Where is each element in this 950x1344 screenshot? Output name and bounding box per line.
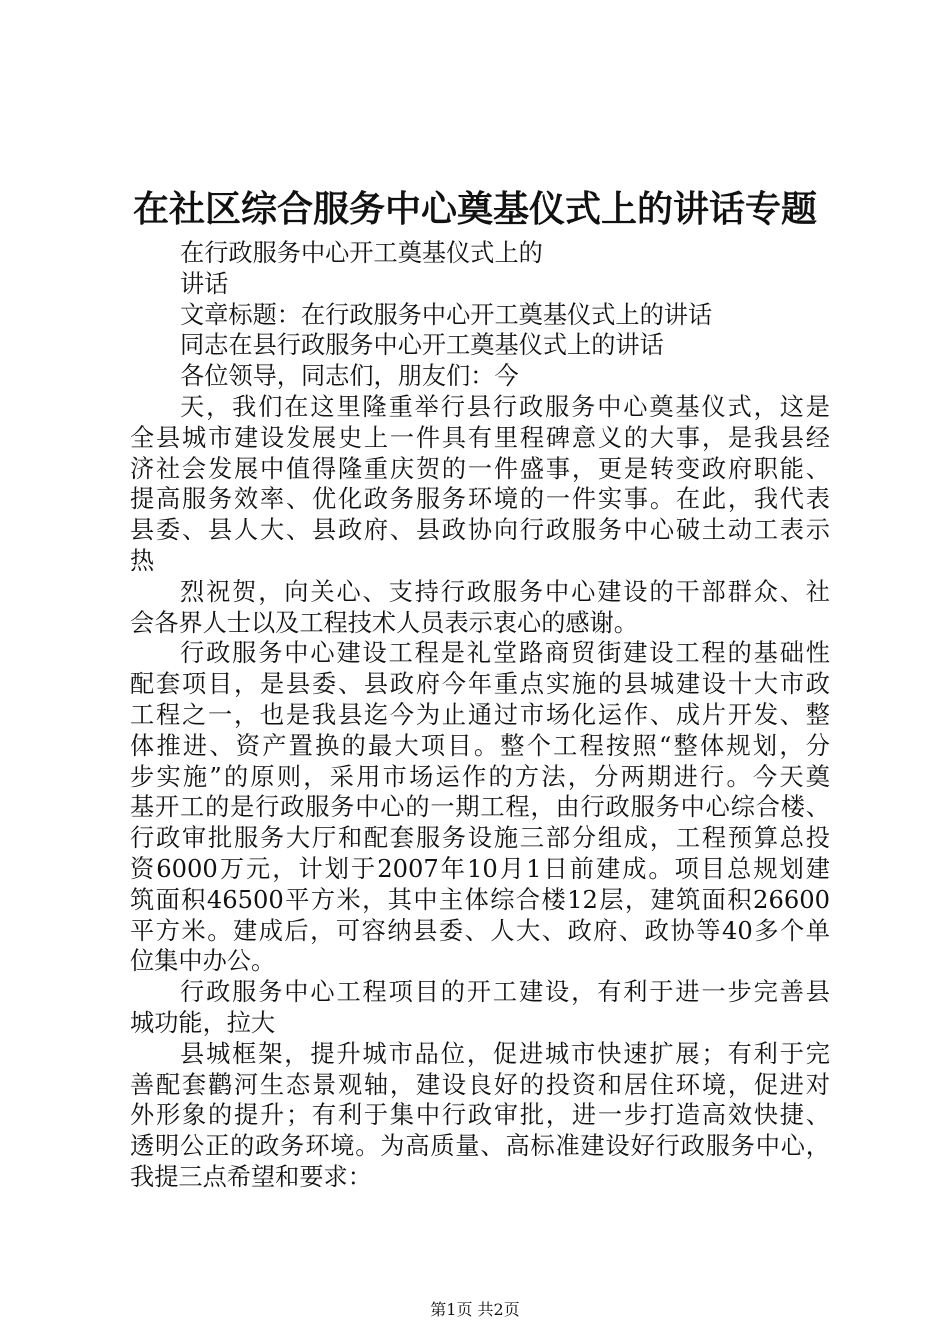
body-line: 行政审批服务大厅和配套服务设施三部分组成，工程预算总投 bbox=[130, 824, 830, 853]
body-line: 各位领导，同志们，朋友们：今 bbox=[180, 362, 519, 391]
body-line: 讲话 bbox=[180, 269, 229, 298]
body-line: 烈祝贺，向关心、支持行政服务中心建设的干部群众、社 bbox=[180, 577, 830, 606]
body-line: 天，我们在这里隆重举行县行政服务中心奠基仪式，这是 bbox=[180, 392, 830, 421]
body-line: 平方米。建成后，可容纳县委、人大、政府、政协等40多个单 bbox=[130, 916, 830, 945]
body-line: 工程之一，也是我县迄今为止通过市场化运作、成片开发、整 bbox=[130, 700, 830, 729]
body-line: 县委、县人大、县政府、县政协向行政服务中心破土动工表示 bbox=[130, 516, 830, 545]
body-line: 济社会发展中值得隆重庆贺的一件盛事，更是转变政府职能、 bbox=[130, 454, 830, 483]
body-line: 城功能，拉大 bbox=[130, 1008, 276, 1037]
body-line: 会各界人士以及工程技术人员表示衷心的感谢。 bbox=[130, 608, 638, 637]
body-line: 体推进、资产置换的最大项目。整个工程按照“整体规划，分 bbox=[130, 731, 830, 760]
body-line: 善配套鹳河生态景观轴，建设良好的投资和居住环境，促进对 bbox=[130, 1070, 830, 1099]
body-line: 在行政服务中心开工奠基仪式上的 bbox=[180, 239, 543, 267]
body-line: 文章标题：在行政服务中心开工奠基仪式上的讲话 bbox=[180, 300, 713, 329]
body-line: 行政服务中心建设工程是礼堂路商贸街建设工程的基础性 bbox=[180, 639, 830, 668]
body-line: 行政服务中心工程项目的开工建设，有利于进一步完善县 bbox=[180, 978, 830, 1007]
body-line: 透明公正的政务环境。为高质量、高标准建设好行政服务中心， bbox=[130, 1132, 830, 1161]
body-line: 同志在县行政服务中心开工奠基仪式上的讲话 bbox=[180, 331, 664, 360]
body-line: 位集中办公。 bbox=[130, 947, 276, 976]
document-title: 在社区综合服务中心奠基仪式上的讲话专题 bbox=[132, 188, 817, 230]
body-line: 资6000万元，计划于2007年10月1日前建成。项目总规划建 bbox=[130, 854, 830, 883]
body-line: 配套项目，是县委、县政府今年重点实施的县城建设十大市政 bbox=[130, 670, 830, 699]
body-line: 提高服务效率、优化政务服务环境的一件实事。在此，我代表 bbox=[130, 485, 830, 514]
body-line: 热 bbox=[130, 546, 155, 575]
body-line: 筑面积46500平方米，其中主体综合楼12层，建筑面积26600 bbox=[130, 885, 830, 914]
document-body bbox=[130, 238, 830, 1193]
page-footer: 第1页 共2页 bbox=[430, 1300, 520, 1319]
body-line: 外形象的提升；有利于集中行政审批，进一步打造高效快捷、 bbox=[130, 1101, 830, 1130]
body-line: 全县城市建设发展史上一件具有里程碑意义的大事，是我县经 bbox=[130, 423, 830, 452]
body-line: 县城框架，提升城市品位，促进城市快速扩展；有利于完 bbox=[180, 1039, 830, 1068]
body-line: 步实施”的原则，采用市场运作的方法，分两期进行。今天奠 bbox=[130, 762, 830, 791]
body-line: 基开工的是行政服务中心的一期工程，由行政服务中心综合楼、 bbox=[130, 793, 830, 822]
body-line: 我提三点希望和要求： bbox=[130, 1162, 372, 1191]
